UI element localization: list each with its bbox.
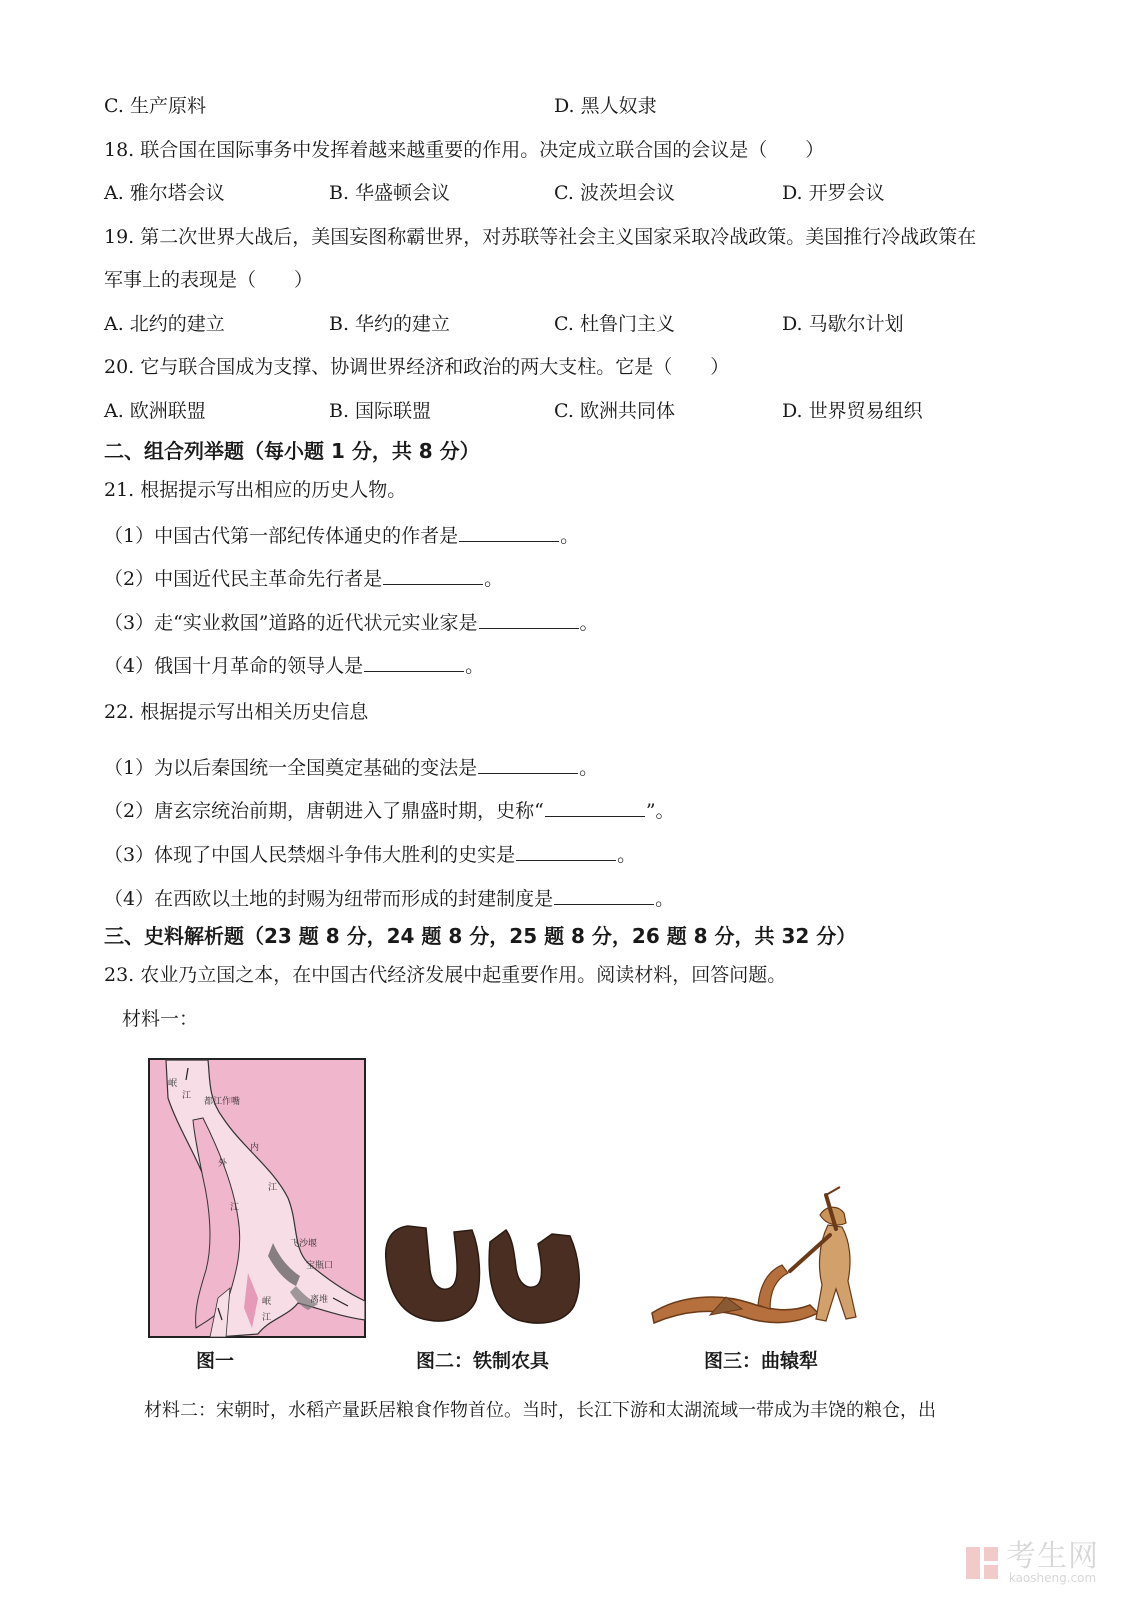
answer-blank[interactable] xyxy=(459,521,559,542)
material-2-text: 材料二：宋朝时，水稻产量跃居粮食作物首位。当时，长江下游和太湖流域一带成为丰饶的粮仓，出 xyxy=(144,1400,936,1421)
q20-stem: 20. 它与联合国成为支撑、协调世界经济和政治的两大支柱。它是（ ） xyxy=(104,356,730,378)
answer-blank[interactable] xyxy=(554,884,654,905)
watermark-sub: kaosheng.com xyxy=(1008,1571,1097,1585)
answer-blank[interactable] xyxy=(383,564,483,585)
map-label: 岷 xyxy=(262,1297,272,1307)
q23-stem: 23. 农业乃立国之本，在中国古代经济发展中起重要作用。阅读材料，回答问题。 xyxy=(104,964,787,986)
fig3-caption: 图三：曲辕犁 xyxy=(704,1350,819,1372)
map-label: 江 xyxy=(230,1203,240,1213)
watermark-main: 考生网 xyxy=(1006,1539,1099,1574)
option-b: B. 华盛顿会议 xyxy=(329,182,451,204)
map-label: 都江作嘴 xyxy=(204,1097,241,1107)
section-3-title: 三、史料解析题（23 题 8 分，24 题 8 分，25 题 8 分，26 题 8 分，共 32 分） xyxy=(104,924,857,948)
plough-handle xyxy=(758,1265,788,1309)
q22-stem: 22. 根据提示写出相关历史信息 xyxy=(104,701,369,723)
option-c: C. 生产原料 xyxy=(104,95,206,117)
q22-item-2: （2）唐玄宗统治前期，唐朝进入了鼎盛时期，史称“ ”。 xyxy=(104,796,675,824)
section-2-title: 二、组合列举题（每小题 1 分，共 8 分） xyxy=(104,439,480,463)
map-label: 宝瓶口 xyxy=(306,1261,334,1271)
curved-plough-image xyxy=(650,1185,910,1335)
dujiangyan-map xyxy=(148,1058,366,1338)
option-b: B. 国际联盟 xyxy=(329,400,432,422)
map-label: 内 xyxy=(250,1143,260,1153)
watermark xyxy=(964,1539,1099,1585)
fig2-caption: 图二：铁制农具 xyxy=(416,1350,550,1372)
whip xyxy=(826,1187,840,1195)
q22-item-3: （3）体现了中国人民禁烟斗争伟大胜利的史实是 。 xyxy=(104,840,636,868)
answer-blank[interactable] xyxy=(478,753,578,774)
answer-blank[interactable] xyxy=(516,840,616,861)
q19-stem-line1: 19. 第二次世界大战后，美国妄图称霸世界，对苏联等社会主义国家采取冷战政策。美国推行冷战政策在 xyxy=(104,226,977,248)
option-b: B. 华约的建立 xyxy=(329,313,451,335)
option-c: C. 杜鲁门主义 xyxy=(554,313,675,335)
q19-stem-line2: 军事上的表现是（ ） xyxy=(104,269,314,291)
iron-tool-left xyxy=(386,1226,480,1321)
option-a: A. 北约的建立 xyxy=(104,313,225,335)
option-c: C. 欧洲共同体 xyxy=(554,400,675,422)
q21-item-4: （4）俄国十月革命的领导人是 。 xyxy=(104,651,484,679)
q21-item-3: （3）走“实业救国”道路的近代状元实业家是 。 xyxy=(104,608,599,636)
q21-item-2: （2）中国近代民主革命先行者是 。 xyxy=(104,564,503,592)
option-a: A. 欧洲联盟 xyxy=(104,400,206,422)
iron-tools-image xyxy=(378,1220,608,1330)
map-label: 江 xyxy=(182,1091,192,1101)
map-label: 外 xyxy=(218,1159,228,1169)
option-c: C. 波茨坦会议 xyxy=(554,182,675,204)
watermark-logo-icon xyxy=(964,1545,1000,1581)
answer-blank[interactable] xyxy=(479,608,579,629)
map-label: 岷 xyxy=(168,1079,178,1089)
q22-item-4: （4）在西欧以土地的封赐为纽带而形成的封建制度是 。 xyxy=(104,884,674,912)
option-d: D. 开罗会议 xyxy=(782,182,885,204)
option-d: D. 马歇尔计划 xyxy=(782,313,904,335)
q22-item-1: （1）为以后秦国统一全国奠定基础的变法是 。 xyxy=(104,753,598,781)
material-1-label: 材料一： xyxy=(122,1008,199,1030)
answer-blank[interactable] xyxy=(545,796,645,817)
option-d: D. 黑人奴隶 xyxy=(554,95,657,117)
answer-blank[interactable] xyxy=(364,651,464,672)
option-d: D. 世界贸易组织 xyxy=(782,400,923,422)
map-label: 江 xyxy=(268,1183,278,1193)
worker-figure xyxy=(816,1225,856,1321)
map-label: 飞沙堰 xyxy=(290,1239,318,1249)
fig1-caption: 图一 xyxy=(196,1350,235,1372)
q21-item-1: （1）中国古代第一部纪传体通史的作者是 。 xyxy=(104,521,579,549)
map-label: 江 xyxy=(262,1313,272,1323)
q18-stem: 18. 联合国在国际事务中发挥着越来越重要的作用。决定成立联合国的会议是（ ） xyxy=(104,139,825,161)
option-a: A. 雅尔塔会议 xyxy=(104,182,225,204)
map-label: 离堆 xyxy=(310,1295,329,1305)
q21-stem: 21. 根据提示写出相应的历史人物。 xyxy=(104,479,407,501)
iron-tool-right xyxy=(489,1230,579,1323)
